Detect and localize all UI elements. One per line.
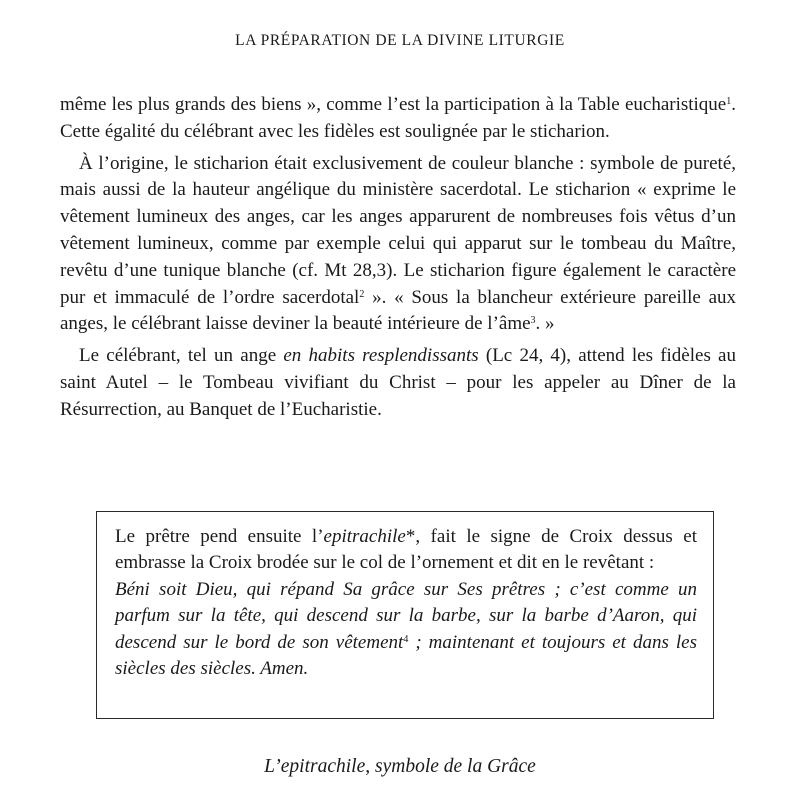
paragraph-2-text-a: À l’origine, le sticharion était exclusivement de couleur blanche : symbole de pureté, mais aussi de la hauteur angélique du ministère sacerdotal. Le sticharion « exprime le vêtement lumineux des anges, car les anges apparurent de nombreuses fois vêtus d’un vêtement lumineux, comme par exemple celui qui apparut sur le tombeau du Maître, revêtu d’une tunique blanche (cf. Mt 28,3). Le sticharion figure également le caractère pur et immaculé de l’ordre sacerdotal [60,152,736,308]
footnote-ref-4[interactable]: 4 [403,633,409,645]
rubric-emphasis: epitrachile [323,526,406,547]
paragraph-2-text-c: . » [535,313,555,335]
footnote-ref-3[interactable]: 3 [530,315,536,327]
paragraph-2-text-b: ». « Sous la blancheur extérieure pareille aux anges, le célébrant laisse deviner la beauté intérieure de l’âme [60,286,737,335]
running-title: LA PRÉPARATION DE LA DIVINE LITURGIE [235,32,565,49]
rubric-text-b: *, fait le signe de Croix dessus et embrasse la Croix brodée sur le col de l’ornement et dit en le revêtant : [115,526,697,574]
paragraph-3 [60,343,736,423]
prayer-text-b: ; maintenant et toujours et dans les siècles des siècles. Amen. [115,631,697,680]
figure-caption: L’epitrachile, symbole de la Grâce [264,756,536,777]
body-text [60,92,736,429]
paragraph-1-text-b: . Cette égalité du célébrant avec les fidèles est soulignée par le sticharion. [60,94,736,142]
paragraph-1-text-a: même les plus grands des biens », comme l’est la participation à la Table eucharistique [60,94,727,115]
rubric-text-a: Le prêtre pend ensuite l’ [115,526,324,547]
rubric-prayer [115,577,697,683]
paragraph-2 [60,151,736,339]
prayer-text-a: Béni soit Dieu, qui répand Sa grâce sur Ses prêtres ; c’est comme un parfum sur la tête, qui descend sur la barbe, sur la barbe d’Aaron, qui descend sur le bord de son vêtement [115,578,697,653]
paragraph-1 [60,92,736,146]
footnote-ref-1[interactable]: 1 [726,96,732,107]
rubric-instruction [115,524,697,577]
footnote-ref-2[interactable]: 2 [359,288,365,300]
paragraph-3-text-a: Le célébrant, tel un ange [79,345,284,367]
paragraph-3-text-b: (Lc 24, 4), attend les fidèles au saint Autel – le Tombeau vivifiant du Christ – pour les appeler au Dîner de la Résurrection, au Banquet de l’Eucharistie. [60,345,736,420]
paragraph-3-emphasis: en habits resplendissants [283,345,479,367]
rubric-box [96,511,714,719]
